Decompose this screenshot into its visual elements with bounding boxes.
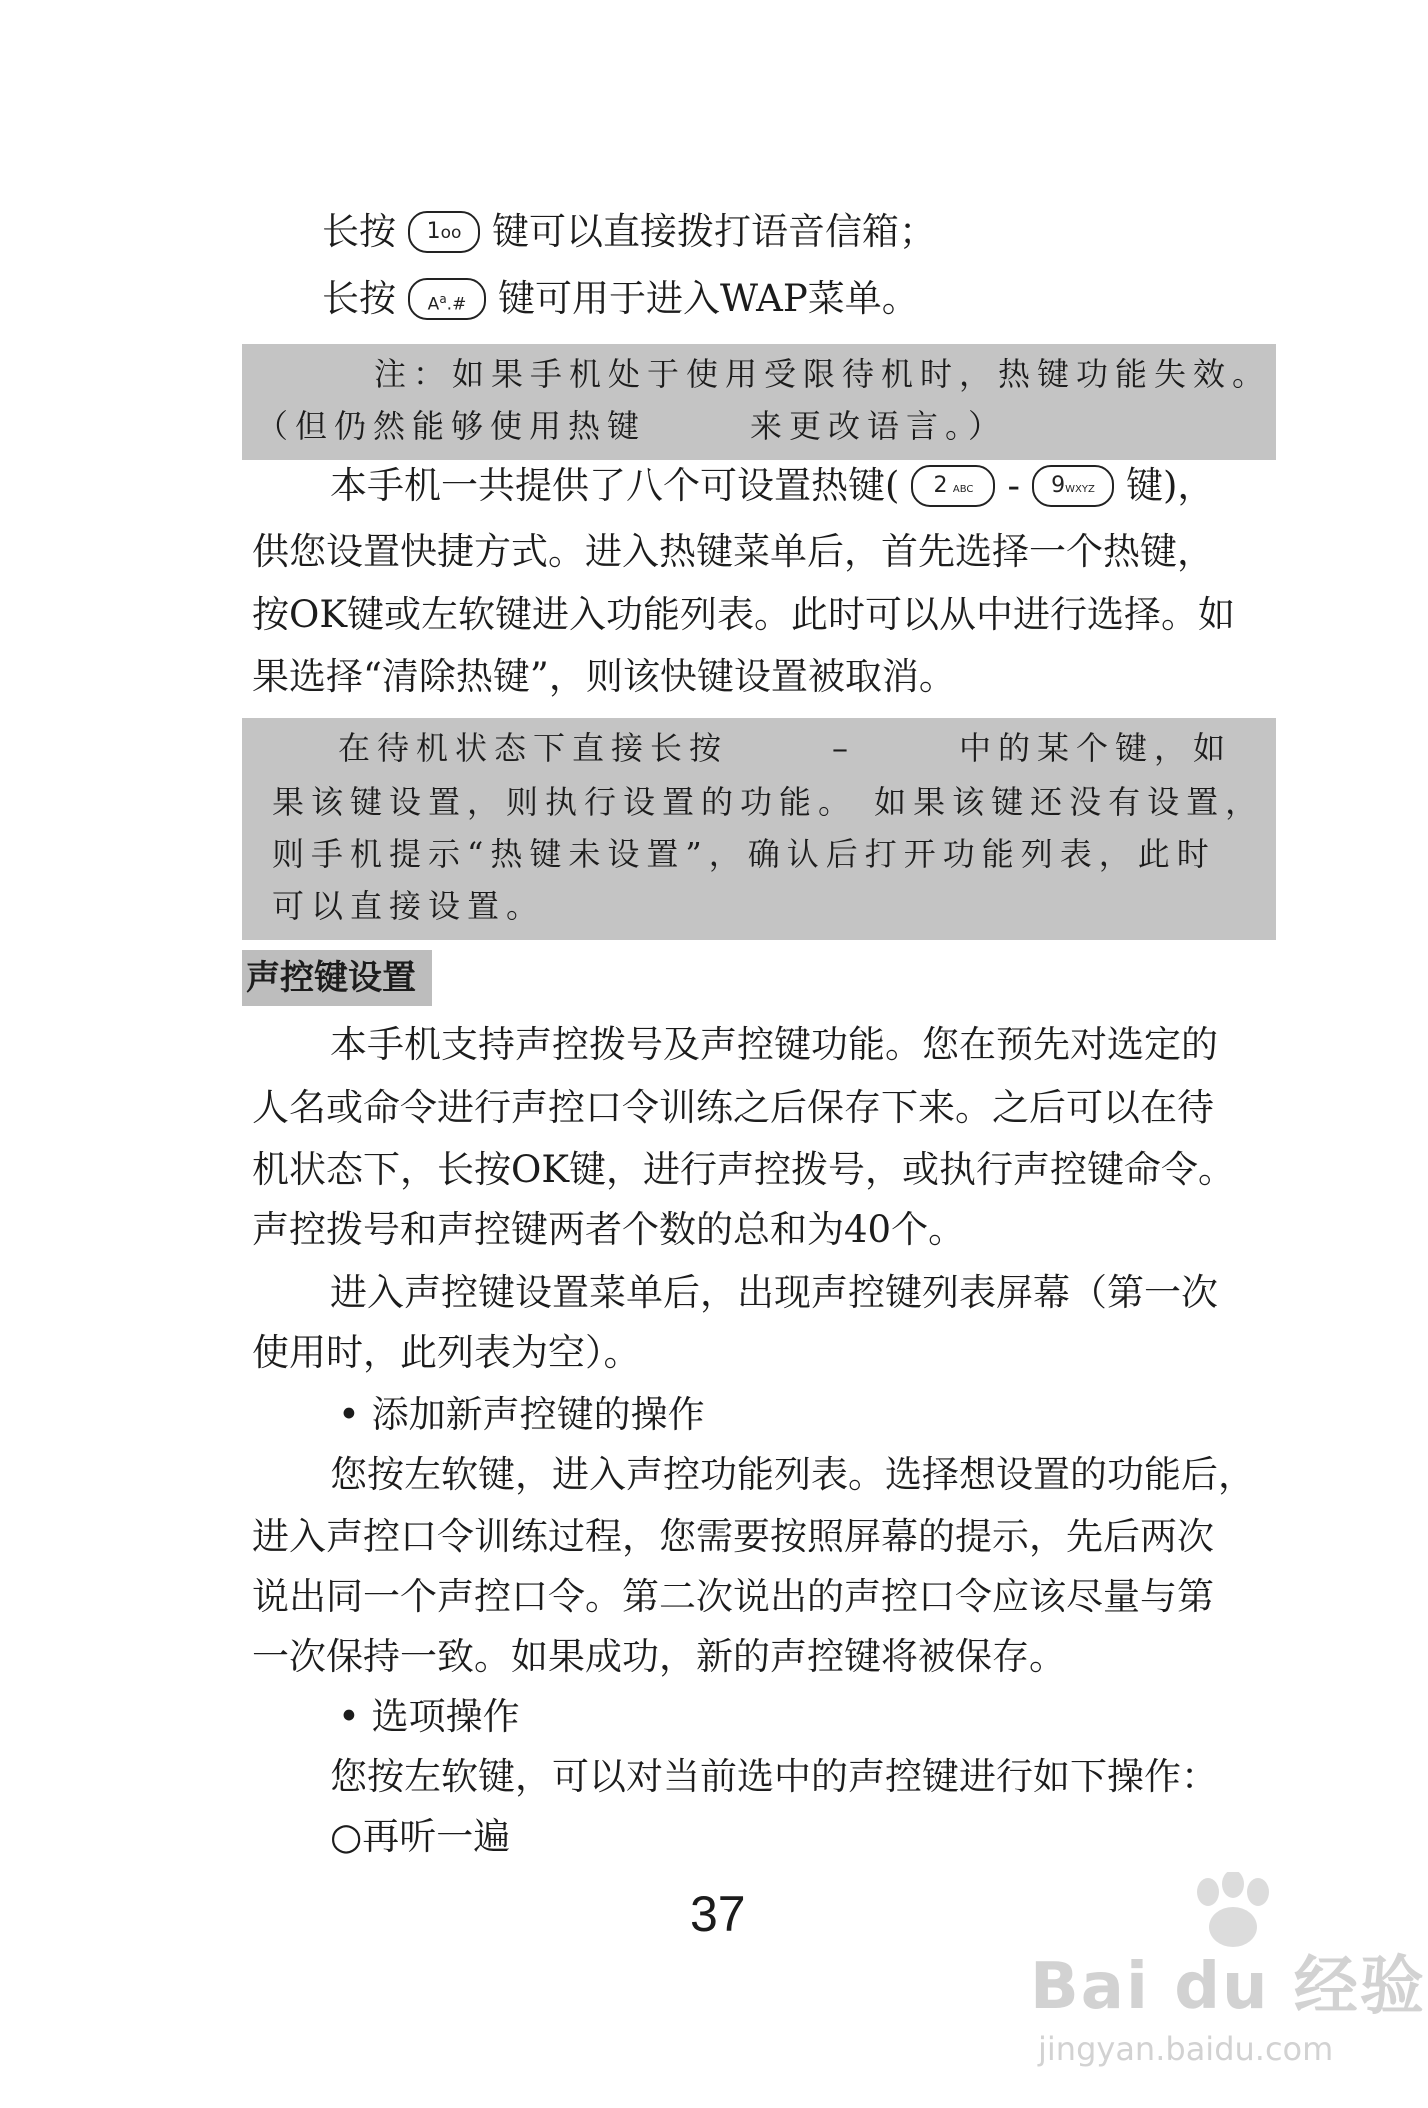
note-line: 注：如果手机处于使用受限待机时，热键功能失效。: [374, 355, 1272, 393]
note-line: 可以直接设置。: [272, 887, 546, 925]
note-line: [256, 404, 1007, 448]
text-line: 按OK键或左软键进入功能列表。此时可以从中进行选择。如: [252, 593, 1235, 636]
note-segment: （但仍然能够使用热键: [256, 407, 647, 445]
text-line: 机状态下，长按OK键，进行声控拨号，或执行声控键命令。: [252, 1148, 1235, 1191]
note-box: [242, 718, 1276, 940]
note-segment: 在待机状态下直接长按: [338, 729, 729, 767]
text-line: 本手机支持声控拨号及声控键功能。您在预先对选定的: [330, 1023, 1218, 1066]
key-1-voicemail-icon: 1oo: [408, 211, 480, 253]
text-line: [330, 461, 1214, 511]
note-segment: 来更改语言。）: [750, 407, 1008, 445]
note-box: [242, 344, 1276, 460]
text-line: 说出同一个声控口令。第二次说出的声控口令应该尽量与第: [252, 1575, 1214, 1618]
text-line: 一次保持一致。如果成功，新的声控键将被保存。: [252, 1635, 1066, 1678]
watermark-brand: Bai du 经验: [1030, 1950, 1426, 2024]
text-line: [322, 274, 919, 324]
text-line: 您按左软键，进入声控功能列表。选择想设置的功能后，: [330, 1453, 1255, 1496]
text-line: 您按左软键，可以对当前选中的声控键进行如下操作：: [330, 1755, 1218, 1798]
watermark-url: jingyan.baidu.com: [1038, 2030, 1334, 2068]
text-line: 进入声控口令训练过程，您需要按照屏幕的提示，先后两次: [252, 1515, 1214, 1558]
key-2-icon: 2 ABC: [911, 465, 995, 507]
bullet-item: • 添加新声控键的操作: [338, 1393, 705, 1436]
text-line: [322, 207, 936, 257]
text-line: 声控拨号和声控键两者个数的总和为40个。: [252, 1208, 966, 1251]
text-segment: 键)，: [1125, 464, 1215, 507]
key-9-icon: 9WXYZ: [1032, 465, 1114, 507]
section-heading: 声控键设置: [242, 950, 432, 1006]
key-hash-icon: $A^a.\#$: [408, 278, 486, 320]
text-segment: 本手机一共提供了八个可设置热键(: [330, 464, 900, 507]
text-segment: 键可用于进入WAP菜单。: [498, 277, 919, 320]
text-line: 使用时，此列表为空）。: [252, 1331, 641, 1374]
text-line: 供您设置快捷方式。进入热键菜单后，首先选择一个热键，: [252, 530, 1214, 573]
text-line: ○再听一遍: [330, 1815, 511, 1858]
bullet-item: • 选项操作: [338, 1695, 520, 1738]
text-segment: 键可以直接拨打语音信箱；: [492, 210, 936, 253]
note-segment: –: [832, 729, 856, 767]
text-segment: 长按: [322, 210, 396, 253]
text-line: 进入声控键设置菜单后，出现声控键列表屏幕（第一次: [330, 1271, 1218, 1314]
text-line: 人名或命令进行声控口令训练之后保存下来。之后可以在待: [252, 1086, 1214, 1129]
text-segment: 长按: [322, 277, 396, 320]
text-segment: -: [1007, 464, 1020, 507]
note-line: 则手机提示“热键未设置”，确认后打开功能列表，此时: [272, 835, 1216, 873]
note-line: 果该键设置，则执行设置的功能。 如果该键还没有设置，: [272, 783, 1265, 821]
page-number: 37: [690, 1886, 746, 1942]
text-line: 果选择“清除热键”，则该快键设置被取消。: [252, 655, 956, 698]
note-segment: 中的某个键，如: [959, 729, 1233, 767]
note-line: [338, 726, 1232, 770]
